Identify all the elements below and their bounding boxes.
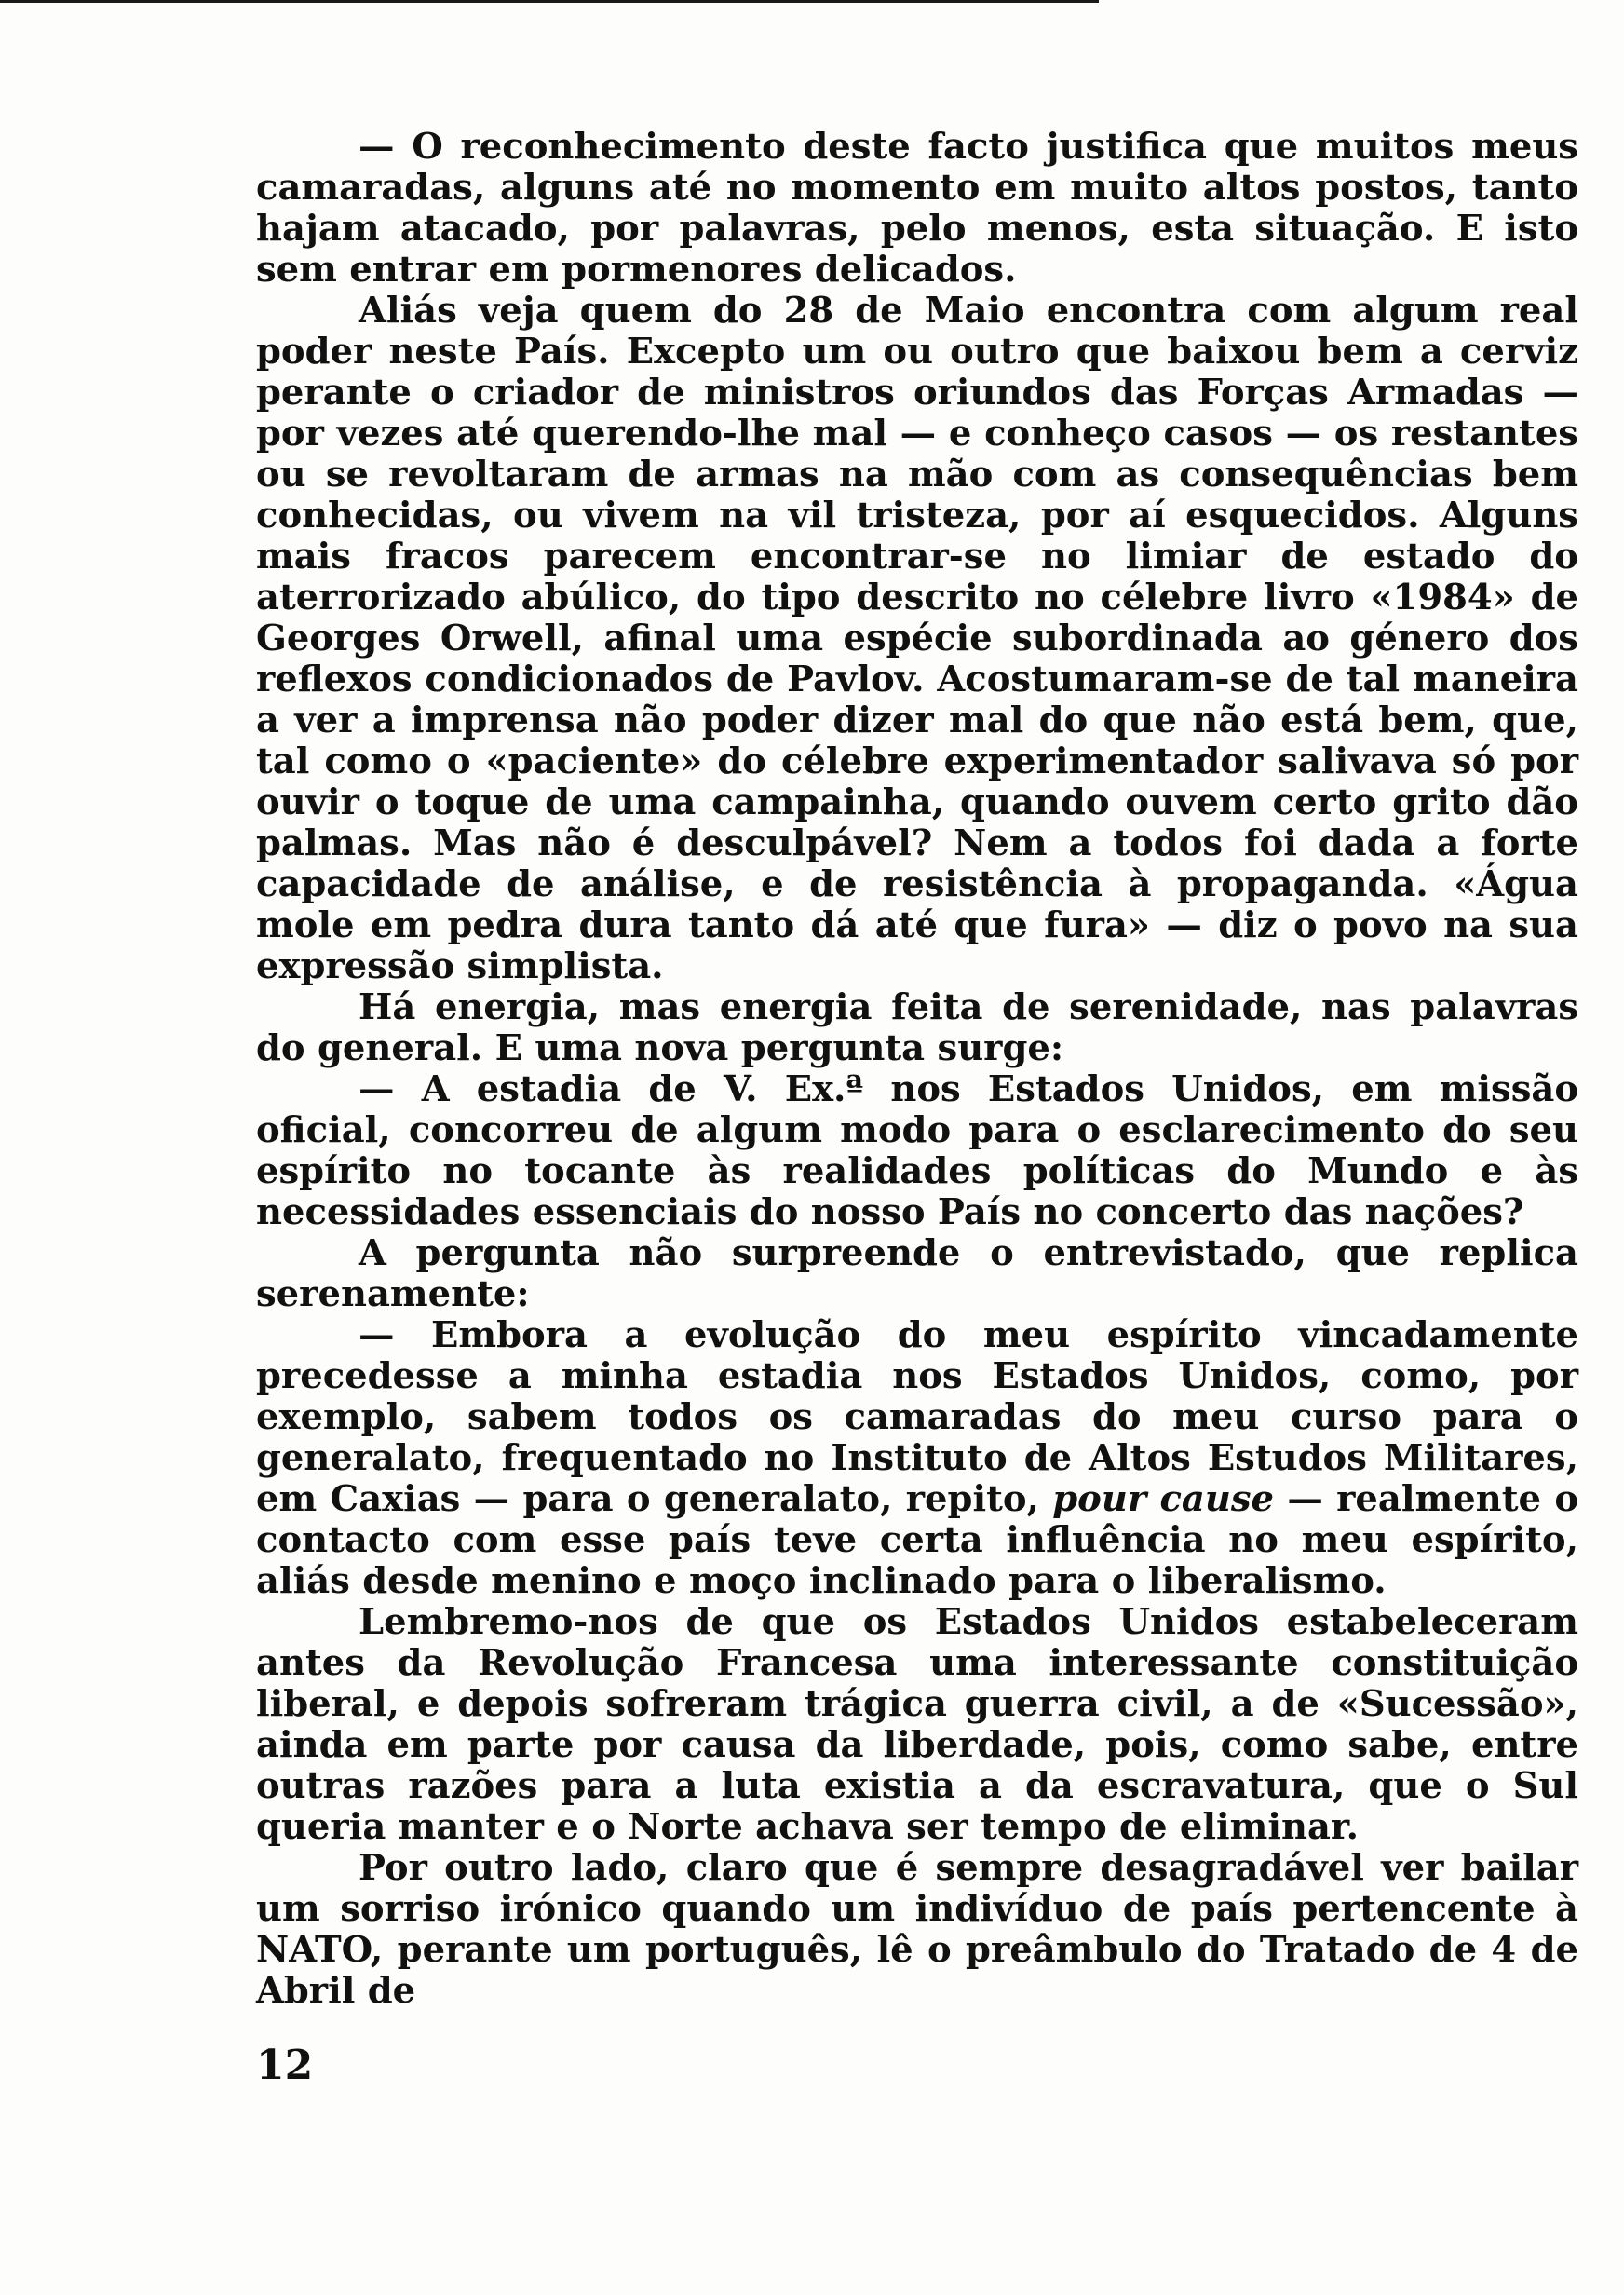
- paragraph-7: Lembremo-nos de que os Estados Unidos estabeleceram antes da Revolução Francesa uma interessante constituição liberal, e depois sofreram trágica guerra civil, a de «Sucessão», ainda em parte por causa da liberdade, pois, como sabe, entre outras razões para a luta existia a da escravatura, que o Sul queria manter e o Norte achava ser tempo de eliminar.: [256, 1601, 1578, 1848]
- paragraph-2: Aliás veja quem do 28 de Maio encontra com algum real poder neste País. Excepto um ou outro que baixou bem a cerviz perante o criador de ministros oriundos das Forças Armadas — por vezes até querendo-lhe mal — e conheço casos — os restantes ou se revoltaram de armas na mão com as consequências bem conhecidas, ou vivem na vil tristeza, por aí esquecidos. Alguns mais fracos parecem encontrar-se no limiar de estado do aterrorizado abúlico, do tipo descrito no célebre livro «1984» de Georges Orwell, afinal uma espécie subordinada ao género dos reflexos condicionados de Pavlov. Acostumaram-se de tal maneira a ver a imprensa não poder dizer mal do que não está bem, que, tal como o «paciente» do célebre experimentador salivava só por ouvir o toque de uma campainha, quando ouvem certo grito dão palmas. Mas não é desculpável? Nem a todos foi dada a forte capacidade de análise, e de resistência à propaganda. «Água mole em pedra dura tanto dá até que fura» — diz o povo na sua expressão simplista.: [256, 290, 1578, 987]
- page-number: 12: [256, 2042, 314, 2089]
- paragraph-6-part-b: — realmente o contacto com esse país teve certa influência no meu espírito, aliás desde menino e moço inclinado para o liberalismo.: [256, 1478, 1578, 1602]
- paragraph-8: Por outro lado, claro que é sempre desagradável ver bailar um sorriso irónico quando um indivíduo de país pertencente à NATO, perante um português, lê o preâmbulo do Tratado de 4 de Abril de: [256, 1847, 1578, 2012]
- paragraph-4: — A estadia de V. Ex.ª nos Estados Unidos, em missão oficial, concorreu de algum modo para o esclarecimento do seu espírito no tocante às realidades políticas do Mundo e às necessidades essenciais do nosso País no concerto das nações?: [256, 1068, 1578, 1233]
- paragraph-6-italic: pour cause: [1052, 1478, 1275, 1520]
- paragraph-6-part-a: — Embora a evolução do meu espírito vincadamente precedesse a minha estadia nos Estados Unidos, como, por exemplo, sabem todos os camaradas do meu curso para o generalato, frequentado no Instituto de Altos Estudos Militares, em Caxias — para o generalato, repito,: [256, 1314, 1578, 1520]
- paragraph-5: A pergunta não surpreende o entrevistado, que replica serenamente:: [256, 1232, 1578, 1315]
- paragraph-3: Há energia, mas energia feita de serenidade, nas palavras do general. E uma nova pergunta surge:: [256, 986, 1578, 1069]
- body-text: [256, 127, 1578, 2012]
- top-rule: [0, 0, 1099, 3]
- paragraph-1: — O reconhecimento deste facto justifica que muitos meus camaradas, alguns até no momento em muito altos postos, tanto hajam atacado, por palavras, pelo menos, esta situação. E isto sem entrar em pormenores delicados.: [256, 126, 1578, 291]
- paragraph-6: [256, 1315, 1578, 1602]
